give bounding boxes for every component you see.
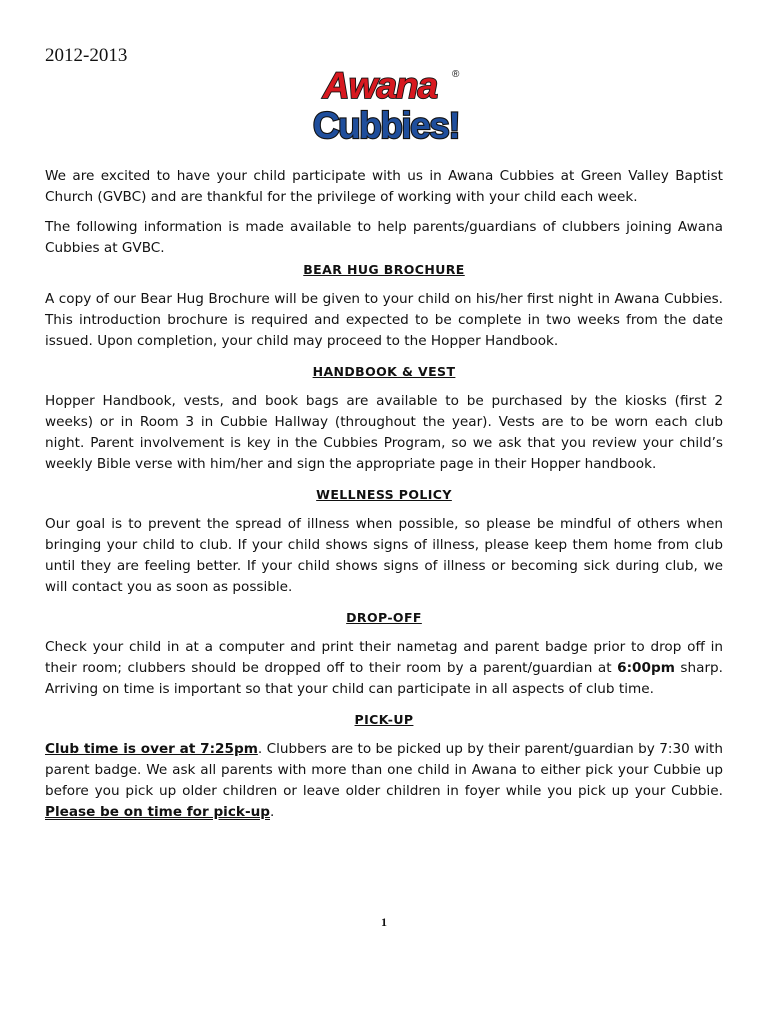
intro-paragraph-1: We are excited to have your child participate with us in Awana Cubbies at Green Valley Baptist Church (GVBC) and are thankful for the privilege of working with your child each week. [45,168,723,205]
logo-registered-mark: ® [452,69,460,80]
dropoff-time: 6:00pm [617,660,675,676]
bear-hug-heading: BEAR HUG BROCHURE [303,262,465,277]
pickup-heading: PICK-UP [354,712,414,727]
dropoff-text-after: sharp. Arriving on time is important so that your child can participate in all aspects of club time. [45,660,723,697]
wellness-heading: WELLNESS POLICY [316,487,452,502]
dropoff-heading: DROP-OFF [346,610,422,625]
pickup-body: . Clubbers are to be picked up by their parent/guardian by 7:30 with parent badge. We ask all parents with more than one child in Awana to either pick your Cubbie up before you pick up older children or leave older children in foyer while you pick up your Cubbie. [45,741,723,799]
intro-paragraph-2: The following information is made available to help parents/guardians of clubbers joining Awana Cubbies at GVBC. [45,219,723,256]
document-body [45,166,723,832]
handbook-paragraph: Hopper Handbook, vests, and book bags are available to be purchased by the kiosks (first 2 weeks) or in Room 3 in Cubbie Hallway (throughout the year). Vests are to be worn each club night. Parent involvement is key in the Cubbies Program, so we ask that you review your child’s weekly Bible verse with him/her and sign the appropriate page in their Hopper handbook. [45,393,723,472]
dropoff-paragraph [45,637,723,700]
handbook-heading: HANDBOOK & VEST [312,364,456,379]
wellness-paragraph: Our goal is to prevent the spread of illness when possible, so please be mindful of others when bringing your child to club. If your child shows signs of illness, please keep them home from club until they are feeling better. If your child shows signs of illness or becoming sick during club, we will contact you as soon as possible. [45,516,723,595]
bear-hug-paragraph: A copy of our Bear Hug Brochure will be given to your child on his/her first night in Awana Cubbies. This introduction brochure is required and expected to be complete in two weeks from the date issued. Upon completion, your child may proceed to the Hopper Handbook. [45,291,723,349]
page-number: 1 [381,915,387,929]
logo-awana-text: Awana [322,65,438,106]
pickup-closing: Please be on time for pick-up [45,804,270,820]
logo-cubbies-text: Cubbies! [312,105,460,146]
pickup-lead: Club time is over at 7:25pm [45,741,258,757]
dropoff-text-before: Check your child in at a computer and print their nametag and parent badge prior to drop off in their room; clubbers should be dropped off to their room by a parent/guardian at [45,639,723,676]
awana-cubbies-logo [300,64,470,146]
pickup-paragraph [45,739,723,823]
year-label: 2012-2013 [45,45,128,66]
pickup-period: . [270,804,275,820]
